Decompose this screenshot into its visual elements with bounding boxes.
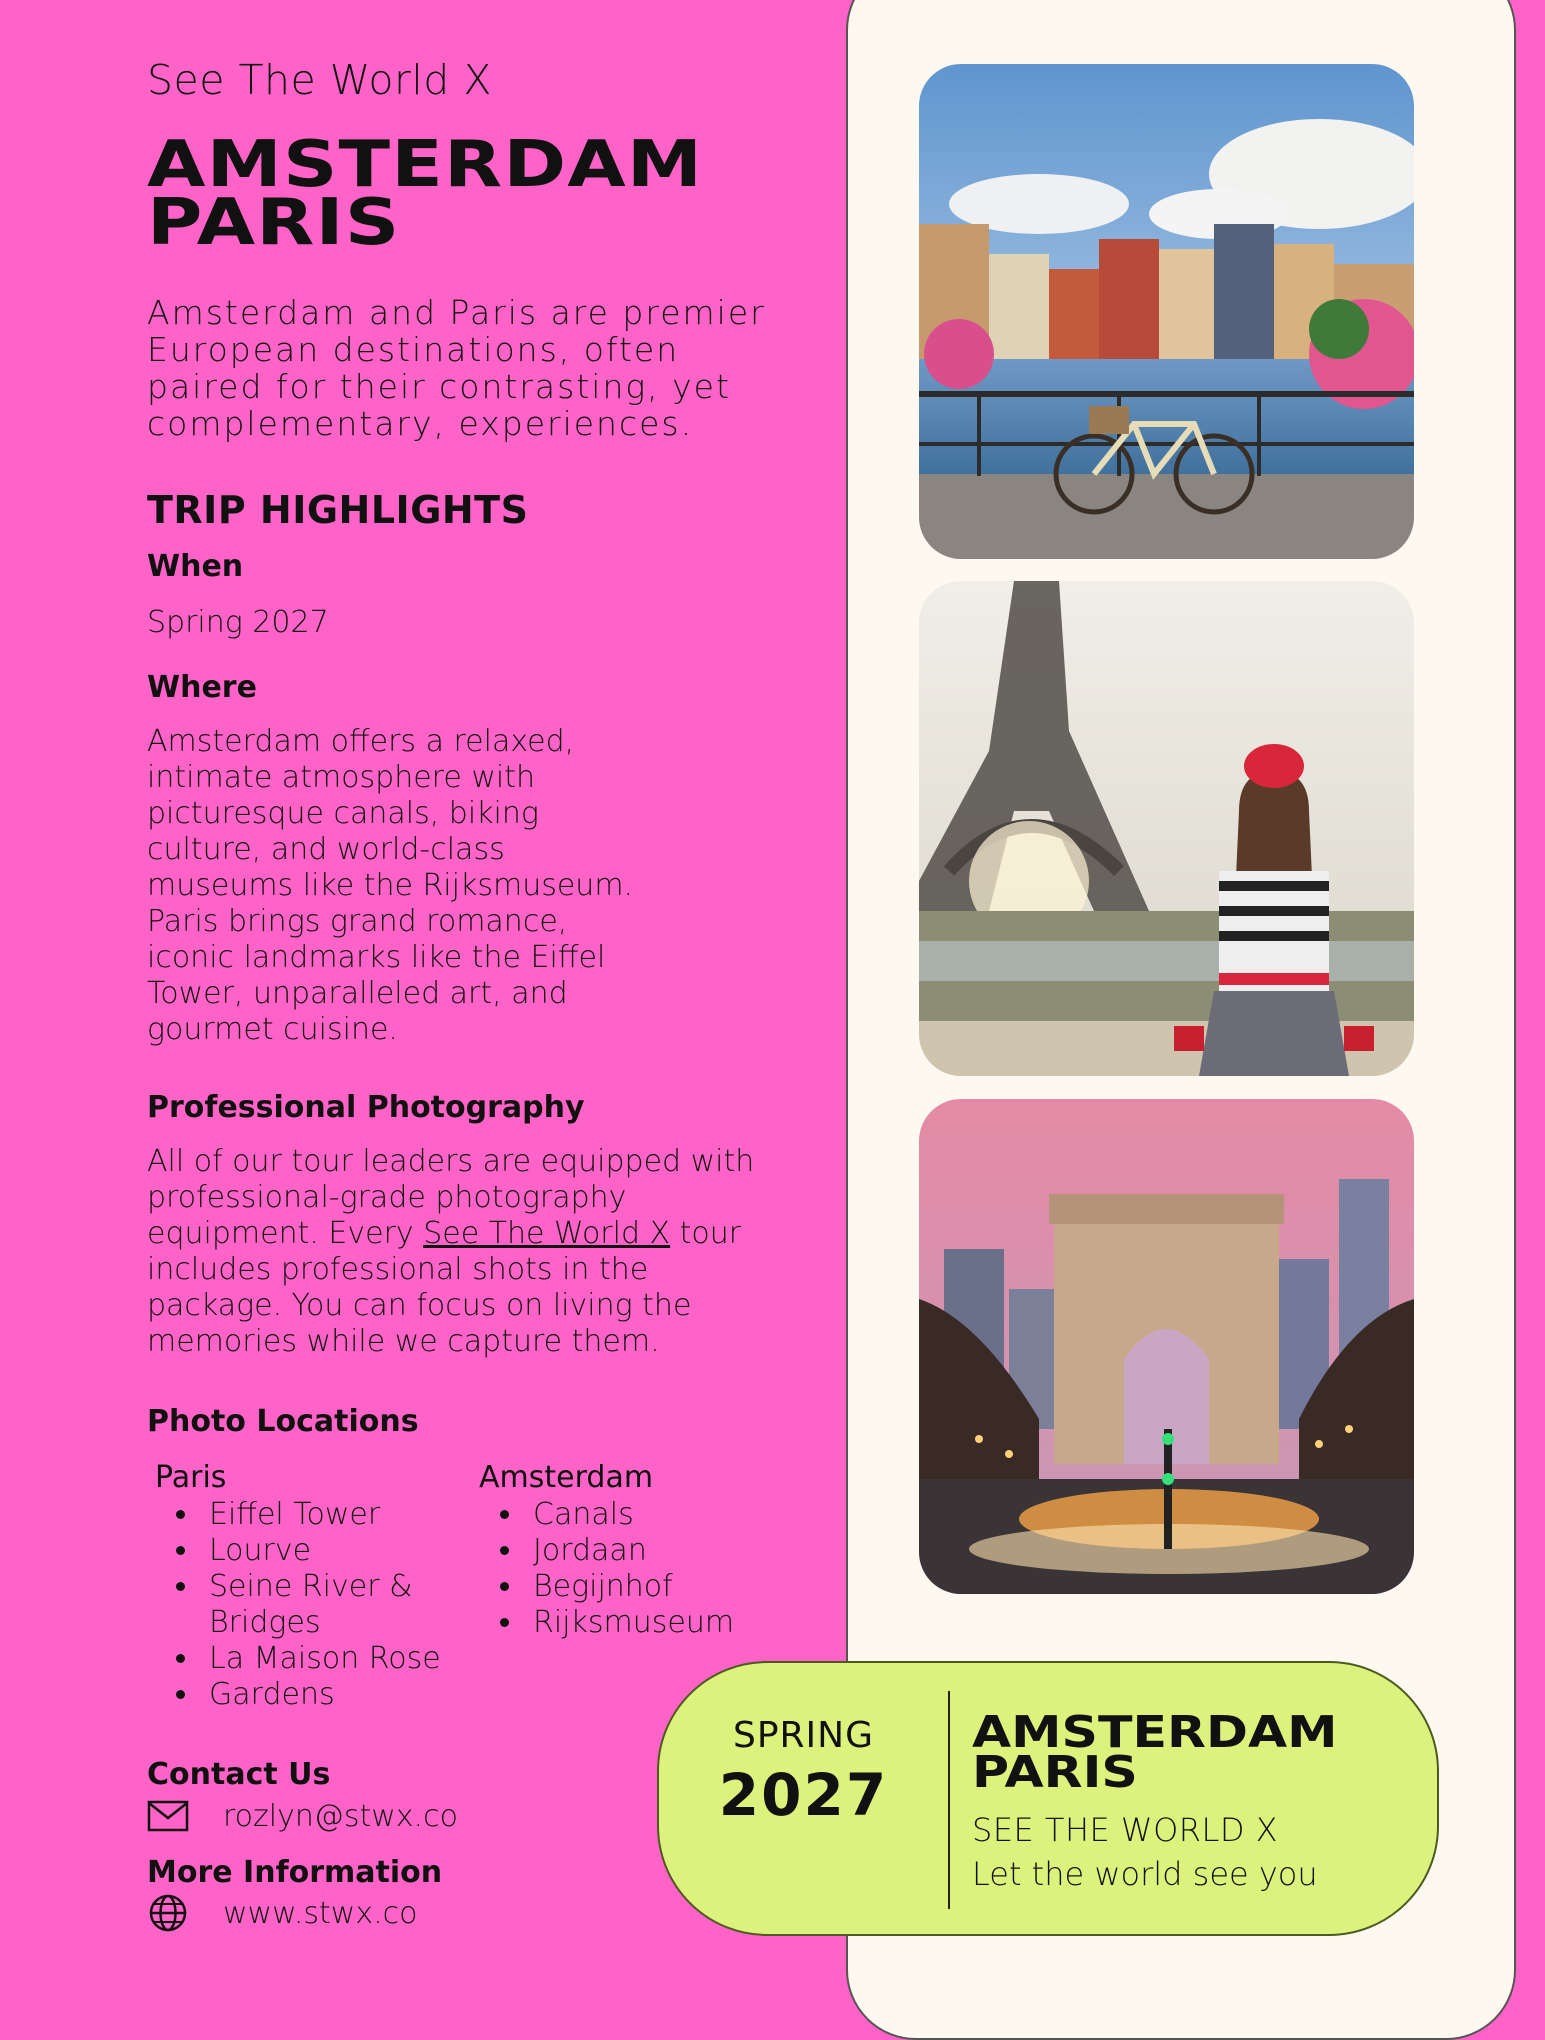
list-item: • Canals xyxy=(525,1497,791,1533)
photography-text xyxy=(147,1144,787,1360)
amsterdam-list xyxy=(471,1497,791,1641)
email-row xyxy=(147,1795,458,1837)
trip-highlights-heading: TRIP HIGHLIGHTS xyxy=(147,488,529,532)
arc-de-triomphe-photo xyxy=(919,1099,1414,1594)
where-text: Amsterdam offers a relaxed, intimate atmosphere with picturesque canals, biking culture, and world-class museums like the Rijksmuseum. Paris brings grand romance, iconic landmarks like the Eiffel Tower, unparalleled art, and gourmet cuisine. xyxy=(147,724,634,1047)
list-item: • La Maison Rose xyxy=(201,1641,467,1677)
paris-label: Paris xyxy=(155,1460,227,1495)
list-item: • Seine River & Bridges xyxy=(201,1569,429,1641)
brand-name: See The World X xyxy=(147,56,492,104)
list-item: • Eiffel Tower xyxy=(201,1497,467,1533)
badge-divider xyxy=(948,1691,950,1909)
eiffel-tower-photo xyxy=(919,581,1414,1076)
intro-text: Amsterdam and Paris are premier European destinations, often paired for their contrasting, yet complementary, experiences. xyxy=(147,293,766,443)
badge-year: 2027 xyxy=(718,1761,889,1829)
globe-icon xyxy=(147,1892,189,1934)
badge-title-line-2: PARIS xyxy=(972,1747,1138,1798)
badge-tagline: Let the world see you xyxy=(972,1855,1318,1893)
website-link[interactable]: www.stwx.co xyxy=(223,1895,418,1931)
amsterdam-locations xyxy=(471,1460,791,1641)
photo-locations-heading: Photo Locations xyxy=(147,1404,419,1439)
contact-heading: Contact Us xyxy=(147,1757,331,1792)
page-title xyxy=(147,128,704,260)
paris-locations xyxy=(147,1460,467,1713)
photography-text-end: tour includes professional shots in the package. You can focus on living the memories while we capture them. xyxy=(147,1216,742,1359)
photography-text-start: All of our tour leaders are equipped with professional-grade photography equipment. Every xyxy=(147,1144,755,1251)
paris-list xyxy=(147,1497,467,1713)
list-item: • Jordaan xyxy=(525,1533,791,1569)
email-link[interactable]: rozlyn@stwx.co xyxy=(223,1798,458,1834)
more-info-heading: More Information xyxy=(147,1855,443,1890)
list-item: • Begijnhof xyxy=(525,1569,791,1605)
title-line-1: AMSTERDAM xyxy=(147,128,704,202)
list-item: • Lourve xyxy=(201,1533,467,1569)
when-label: When xyxy=(147,549,244,584)
title-line-2: PARIS xyxy=(147,186,401,260)
website-row xyxy=(147,1892,417,1934)
badge-title-line-1: AMSTERDAM xyxy=(972,1707,1338,1758)
when-value: Spring 2027 xyxy=(147,605,329,640)
badge-title xyxy=(972,1707,1338,1798)
brand-link[interactable]: See The World X xyxy=(423,1216,671,1251)
list-item: • Gardens xyxy=(201,1677,467,1713)
mail-icon xyxy=(147,1795,189,1837)
trip-badge xyxy=(657,1661,1439,1936)
amsterdam-canal-photo xyxy=(919,64,1414,559)
badge-season: SPRING xyxy=(732,1715,875,1756)
badge-brand: SEE THE WORLD X xyxy=(972,1811,1279,1849)
photography-heading: Professional Photography xyxy=(147,1090,585,1125)
amsterdam-label: Amsterdam xyxy=(479,1460,654,1495)
where-label: Where xyxy=(147,670,257,705)
list-item: • Rijksmuseum xyxy=(525,1605,791,1641)
